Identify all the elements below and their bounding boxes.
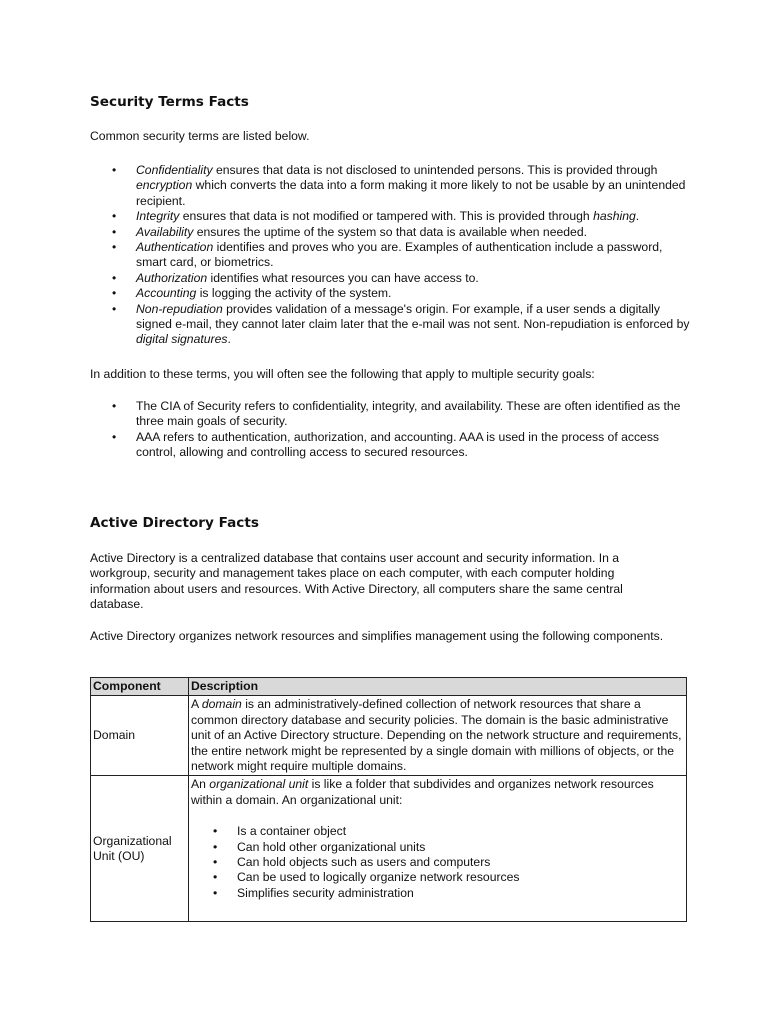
ad-components-intro: Active Directory organizes network resources and simplifies management using the following components. bbox=[90, 629, 664, 643]
ou-feature-item: • Is a container object bbox=[191, 824, 684, 839]
term-item: • Non-repudiation provides validation of a message's origin. For example, if a user sends a digitally signed e-mail, they cannot later claim later that the e-mail was not sent. Non-repudiation is enforced by digital signatures. bbox=[90, 302, 690, 348]
ou-feature-item: • Can hold objects such as users and computers bbox=[191, 855, 684, 870]
component-cell: Domain bbox=[91, 696, 189, 776]
term-item: • Authorization identifies what resources you can have access to. bbox=[90, 271, 690, 286]
table-header-row bbox=[91, 678, 687, 696]
security-goals-list bbox=[90, 399, 690, 461]
ou-features-list bbox=[191, 824, 684, 901]
header-description: Description bbox=[189, 678, 687, 696]
component-cell: Organizational Unit (OU) bbox=[91, 776, 189, 922]
ad-description: Active Directory is a centralized database that contains user account and security information. In a workgroup, security and management takes place on each computer, with each computer holding information about users and resources. With Active Directory, all computers share the same central database. bbox=[90, 551, 623, 612]
security-terms-heading: Security Terms Facts bbox=[90, 94, 249, 110]
active-directory-heading: Active Directory Facts bbox=[90, 515, 259, 531]
description-cell bbox=[189, 776, 687, 922]
ou-feature-item: • Can hold other organizational units bbox=[191, 840, 684, 855]
table-row bbox=[91, 776, 687, 922]
ou-description: An organizational unit is like a folder that subdivides and organizes network resources within a domain. An organizational unit: bbox=[191, 777, 654, 807]
security-intro: Common security terms are listed below. bbox=[90, 129, 310, 143]
table-row bbox=[91, 696, 687, 776]
term-item: • Availability ensures the uptime of the system so that data is available when needed. bbox=[90, 225, 690, 240]
term-item: • Accounting is logging the activity of the system. bbox=[90, 286, 690, 301]
security-addition: In addition to these terms, you will often see the following that apply to multiple security goals: bbox=[90, 367, 595, 381]
term-item: • Authentication identifies and proves who you are. Examples of authentication include a password, smart card, or biometrics. bbox=[90, 240, 690, 271]
term-item: • Confidentiality ensures that data is not disclosed to unintended persons. This is provided through encryption which converts the data into a form making it more likely to not be usable by an unintended recipient. bbox=[90, 163, 690, 209]
ou-feature-item: • Can be used to logically organize network resources bbox=[191, 870, 684, 885]
domain-description: A domain is an administratively-defined collection of network resources that share a common directory database and security policies. The domain is the basic administrative unit of an Active Directory structure. Depending on the network structure and requirements, the entire network might be represented by a single domain with millions of objects, or the network might require multiple domains. bbox=[191, 697, 682, 774]
ou-feature-item: • Simplifies security administration bbox=[191, 886, 684, 901]
components-table bbox=[90, 677, 687, 922]
security-terms-list bbox=[90, 163, 690, 348]
term-item: • Integrity ensures that data is not modified or tampered with. This is provided through hashing. bbox=[90, 209, 690, 224]
header-component: Component bbox=[91, 678, 189, 696]
description-cell bbox=[189, 696, 687, 776]
goal-item: • The CIA of Security refers to confidentiality, integrity, and availability. These are often identified as the three main goals of security. bbox=[90, 399, 690, 430]
goal-item: • AAA refers to authentication, authorization, and accounting. AAA is used in the process of access control, allowing and controlling access to secured resources. bbox=[90, 430, 690, 461]
